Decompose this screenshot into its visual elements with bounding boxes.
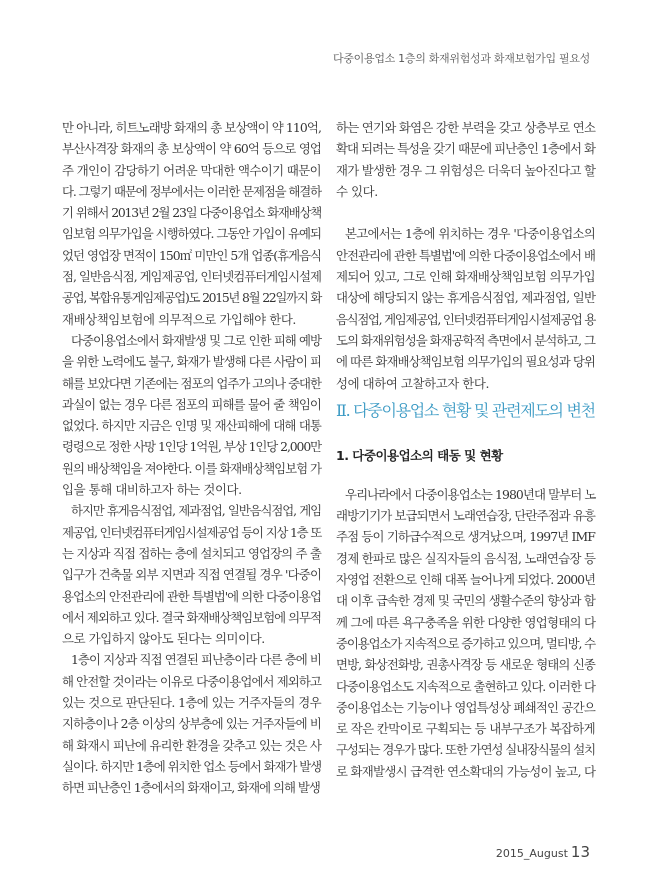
text-line: 원의 배상책임을 져야한다. 이를 화재배상책임보험 가 [62,460,321,476]
running-header: 다중이용업소 1층의 화재위험성과 화재보험가입 필요성 [333,52,590,65]
text-line: 실이다. 하지만 1층에 위치한 업소 등에서 화재가 발생 [62,758,321,774]
intro-paragraphs [336,117,595,394]
text-line: 점, 일반음식점, 게임제공업, 인터넷컴퓨터게임시설제 [62,269,321,285]
text-line: 는 지상과 직접 접하는 층에 설치되고 영업장의 주 출 [62,545,321,561]
text-line: 에 따른 화재배상책임보험 의무가입의 필요성과 당위 [336,354,595,370]
text-line: 중이용업소는 기능이나 영업특성상 폐쇄적인 공간으 [336,699,595,715]
text-line: 령령으로 정한 사망 1인당 1억원, 부상 1인당 2,000만 [62,439,321,455]
paragraph [336,484,595,782]
paragraph [62,117,321,330]
text-line: 해를 보았다면 기존에는 점포의 업주가 고의나 중대한 [62,375,321,391]
text-line: 우리나라에서 다중이용업소는 1980년대 말부터 노 [345,486,596,502]
text-line: 중이용업소가 지속적으로 증가하고 있으며, 멀티방, 수 [336,635,595,651]
text-line: 없었다. 하지만 지금은 인명 및 재산피해에 대해 대통 [62,418,321,434]
text-line: 제공업, 인터넷컴퓨터게임시설제공업 등이 지상 1층 또 [62,524,321,540]
section-title: Ⅱ. 다중이용업소 현황 및 관련제도의 변천 [336,400,595,420]
text-line: 용업소의 안전관리에 관한 특별법'에 의한 다중이용업 [62,588,321,604]
paragraph [62,500,321,649]
text-line: 다중이용업소도 지속적으로 출현하고 있다. 이러한 다 [336,678,595,694]
text-line: 있는 것으로 판단된다. 1층에 있는 거주자들의 경우 [62,695,321,711]
left-column [62,117,321,799]
text-line: 제되어 있고, 그로 인해 화재배상책임보험 의무가입 [336,269,595,285]
text-line: 음식점업, 게임제공업, 인터넷컴퓨터게임시설제공업 용 [336,311,595,327]
text-line: 다중이용업소에서 화재발생 및 그로 인한 피해 예방 [71,332,321,348]
text-line: 주 개인이 감당하기 어려운 막대한 액수이기 때문이 [62,162,321,178]
text-line: 1층이 지상과 직접 연결된 피난층이라 다른 층에 비 [71,652,321,668]
text-line: 경제 한파로 많은 실직자들의 음식점, 노래연습장 등 [336,550,596,566]
text-line: 임보험 의무가입을 시행하였다. 그동안 가입이 유예되 [62,226,321,242]
text-line: 었던 영업장 면적이 150㎡ 미만인 5개 업종(휴게음식 [62,247,321,263]
text-line: 확대 되려는 특성을 갖기 때문에 피난층인 1층에서 화 [336,141,595,157]
text-line: 대 이후 급속한 경제 및 국민의 생활수준의 향상과 함 [336,593,595,609]
text-line: 본고에서는 1층에 위치하는 경우 '다중이용업소의 [345,226,595,242]
text-line: 으로 가입하지 않아도 된다는 의미이다. [62,631,265,647]
page-footer [496,842,590,861]
text-line: 과실이 없는 경우 다른 점포의 피해를 물어 줄 책임이 [62,396,321,412]
paragraph [336,117,595,202]
text-line: 기 위해서 2013년 2월 23일 다중이용업소 화재배상책 [62,205,321,221]
text-line: 안전관리에 관한 특별법'에 의한 다중이용업소에서 배 [336,247,595,263]
paragraph [336,223,595,393]
text-line: 하지만 휴게음식점업, 제과점업, 일반음식점업, 게임 [71,503,321,519]
text-line: 대상에 해당되지 않는 휴게음식점업, 제과점업, 일반 [336,290,596,306]
body-paragraphs [336,484,595,782]
text-line: 부산사격장 화재의 총 보상액이 약 60억 등으로 영업 [62,141,321,157]
issue-label: 2015_August [495,847,568,860]
text-line: 면방, 화상전화방, 권총사격장 등 새로운 형태의 신종 [336,657,595,673]
text-line: 재가 발생한 경우 그 위험성은 더욱더 높아진다고 할 [336,162,596,178]
text-line: 재배상책임보험에 의무적으로 가입해야 한다. [62,311,296,327]
paragraph [62,649,321,798]
text-line: 공업, 복합유통게임제공업)도 2015년 8월 22일까지 화 [62,290,321,306]
paragraph-gap [336,202,595,223]
text-line: 지하층이나 2층 이상의 상부층에 있는 거주자들에 비 [62,716,321,732]
text-line: 성에 대하여 고찰하고자 한다. [336,375,489,391]
text-line: 구성되는 경우가 많다. 또한 가연성 실내장식물의 설치 [336,742,595,758]
text-line: 해 화재시 피난에 유리한 환경을 갖추고 있는 것은 사 [62,737,321,753]
text-line: 래방기기가 보급되면서 노래연습장, 단란주점과 유흥 [336,508,595,524]
text-line: 로 화재발생시 급격한 연소확대의 가능성이 높고, 다 [336,763,596,779]
text-line: 입을 통해 대비하고자 하는 것이다. [62,482,242,498]
text-line: 자영업 전환으로 인해 대폭 늘어나게 되었다. 2000년 [336,572,595,588]
text-line: 다. 그렇기 때문에 정부에서는 이러한 문제점을 해결하 [62,183,321,199]
page-number: 13 [570,843,590,861]
right-column [336,117,595,782]
text-line: 에서 제외하고 있다. 결국 화재배상책임보험에 의무적 [62,609,321,625]
text-line: 주점 등이 기하급수적으로 생겨났으며, 1997년 IMF [336,529,595,545]
text-line: 하면 피난층인 1층에서의 화재이고, 화재에 의해 발생 [62,780,320,796]
text-line: 께 그에 따른 욕구충족을 위한 다양한 영업형태의 다 [336,614,596,630]
text-line: 도의 화재위험성을 화재공학적 측면에서 분석하고, 그 [336,332,595,348]
paragraph [62,330,321,500]
subsection-title: 1. 다중이용업소의 태동 및 현황 [336,447,503,463]
text-line: 만 아니라, 히트노래방 화재의 총 보상액이 약 110억, [62,120,321,135]
text-line: 해 안전할 것이라는 이유로 다중이용업에서 제외하고 [62,673,321,689]
text-line: 로 작은 칸막이로 구획되는 등 내부구조가 복잡하게 [336,721,595,737]
text-line: 을 위한 노력에도 불구, 화재가 발생해 다른 사람이 피 [62,354,321,370]
text-line: 수 있다. [336,183,378,199]
text-line: 하는 연기와 화염은 강한 부력을 갖고 상층부로 연소 [336,120,596,135]
text-line: 입구가 건축물 외부 지면과 직접 연결될 경우 '다중이 [62,567,322,583]
